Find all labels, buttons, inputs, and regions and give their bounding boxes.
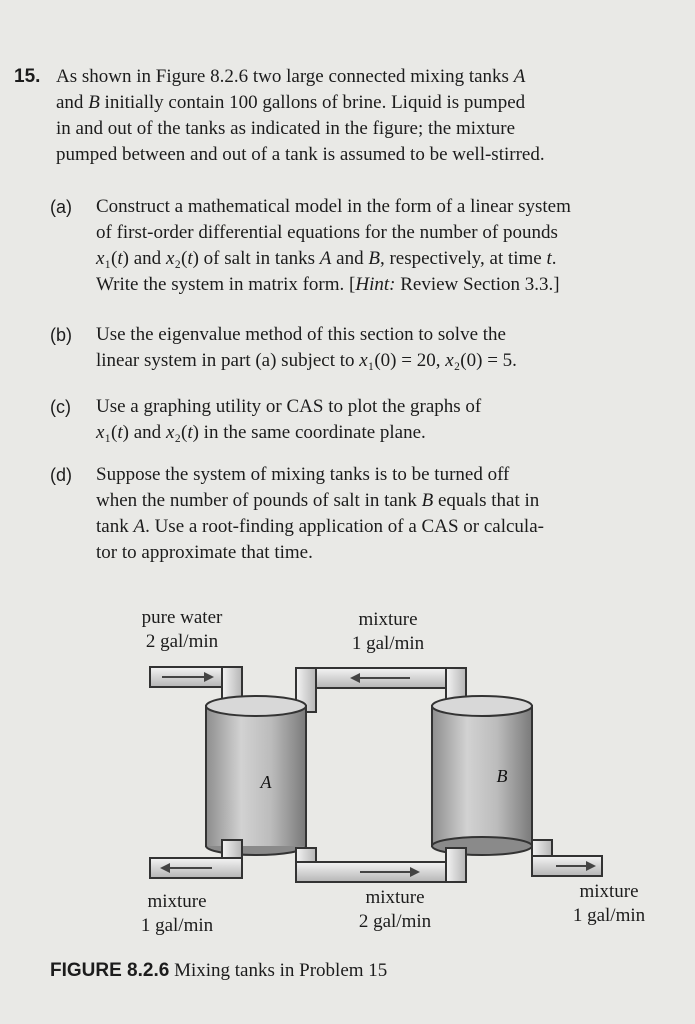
tank-a xyxy=(206,696,306,855)
tank-b-label: B xyxy=(496,766,508,786)
transfer-top-label xyxy=(328,608,448,656)
intro-line-3: in and out of the tanks as indicated in the figure; the mixture xyxy=(56,118,516,139)
transfer-bottom-label-line-1: mixture xyxy=(365,887,425,908)
inflow-label-line-2: 2 gal/min xyxy=(145,631,219,652)
outflow-pipe-a xyxy=(150,840,242,878)
transfer-top-label-line-2: 1 gal/min xyxy=(351,633,425,654)
part-d-label: (d) xyxy=(50,465,72,485)
transfer-bottom-label xyxy=(340,886,450,934)
intro-line-2: and B initially contain 100 gallons of brine. Liquid is pumped xyxy=(56,92,526,113)
intro-line-1: As shown in Figure 8.2.6 two large connected mixing tanks A xyxy=(56,66,526,87)
part-b-line-1: Use the eigenvalue method of this section to solve the xyxy=(96,324,506,345)
part-a-line-2: of first-order differential equations for the number of pounds xyxy=(96,222,558,243)
transfer-pipe-bottom xyxy=(296,848,466,882)
inflow-label xyxy=(120,606,244,654)
tank-b xyxy=(432,696,532,855)
problem-number: 15. xyxy=(14,66,41,87)
inflow-label-line-1: pure water xyxy=(141,607,223,628)
part-c-label: (c) xyxy=(50,397,71,417)
tank-a-label: A xyxy=(260,772,272,792)
outflow-b-label-line-2: 1 gal/min xyxy=(572,905,646,926)
part-d-line-3: tank A. Use a root-finding application of a CAS or calcula- xyxy=(96,516,544,537)
outflow-a-label xyxy=(122,890,232,938)
transfer-top-label-line-1: mixture xyxy=(358,609,418,630)
outflow-a-label-line-2: 1 gal/min xyxy=(140,915,214,936)
part-a-line-3: x₁(t) and x₂(t) of salt in tanks A and B, respectively, at time t. xyxy=(96,248,557,269)
part-a-label: (a) xyxy=(50,197,72,217)
part-b-label: (b) xyxy=(50,325,72,345)
figure-caption xyxy=(50,960,387,982)
part-a-line-1: Construct a mathematical model in the form of a linear system xyxy=(96,196,571,217)
part-d-line-2: when the number of pounds of salt in tank B equals that in xyxy=(96,490,540,511)
transfer-bottom-label-line-2: 2 gal/min xyxy=(358,911,432,932)
part-d-line-1: Suppose the system of mixing tanks is to be turned off xyxy=(96,464,510,485)
intro-line-4: pumped between and out of a tank is assumed to be well-stirred. xyxy=(56,144,545,165)
part-a-line-4: Write the system in matrix form. [Hint: Review Section 3.3.] xyxy=(96,274,560,295)
part-b-line-2: linear system in part (a) subject to x₁(0) = 20, x₂(0) = 5. xyxy=(96,350,517,371)
outflow-pipe-b xyxy=(532,840,602,876)
outflow-a-label-line-1: mixture xyxy=(147,891,207,912)
figure-caption-text: Mixing tanks in Problem 15 xyxy=(174,960,388,981)
part-d-line-4: tor to approximate that time. xyxy=(96,542,313,563)
figure-caption-number: FIGURE 8.2.6 xyxy=(50,960,170,981)
part-c-line-2: x₁(t) and x₂(t) in the same coordinate plane. xyxy=(96,422,426,443)
outflow-b-label-line-1: mixture xyxy=(579,881,639,902)
part-c-line-1: Use a graphing utility or CAS to plot the graphs of xyxy=(96,396,482,417)
outflow-b-label xyxy=(554,880,664,928)
